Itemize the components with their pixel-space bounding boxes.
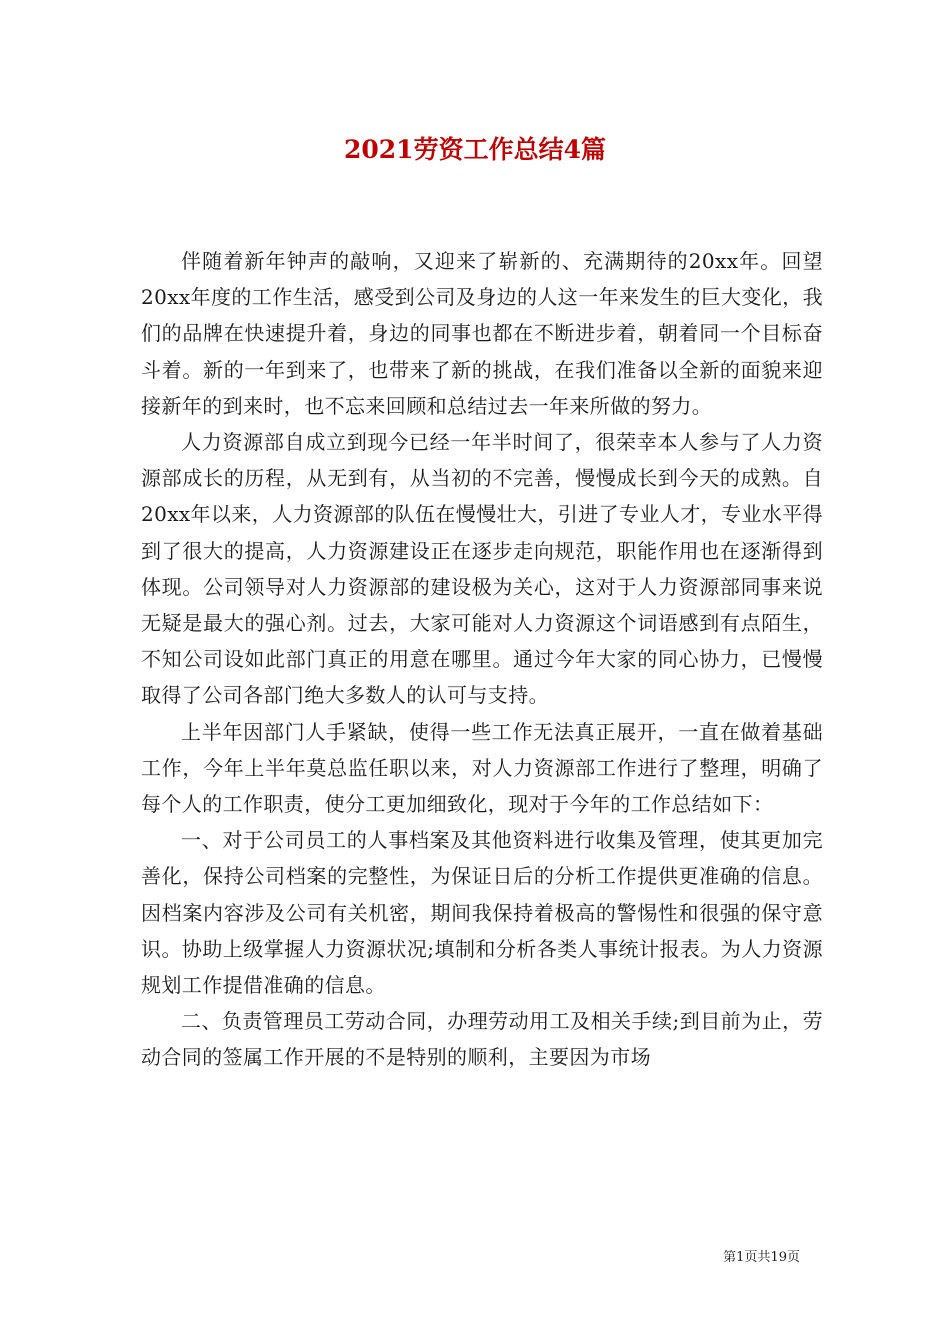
paragraph: 一、对于公司员工的人事档案及其他资料进行收集及管理，使其更加完善化，保持公司档案的完整性，为保证日后的分析工作提供更准确的信息。因档案内容涉及公司有关机密，期间我保持着极高的警惕性和很强的保守意识。协助上级掌握人力资源状况;填制和分析各类人事统计报表。为人力资源规划工作提借准确的信息。: [141, 828, 823, 998]
document-title: 2021劳资工作总结4篇: [344, 135, 606, 164]
page-number-footer: 第1页共19页: [723, 1250, 800, 1265]
paragraph: 上半年因部门人手紧缺，使得一些工作无法真正展开，一直在做着基础工作，今年上半年莫总监任职以来，对人力资源部工作进行了整理，明确了每个人的工作职责，使分工更加细致化，现对于今年的工作总结如下：: [141, 719, 823, 817]
paragraph: 人力资源部自成立到现今已经一年半时间了，很荣幸本人参与了人力资源部成长的历程，从无到有，从当初的不完善，慢慢成长到今天的成熟。自20xx年以来，人力资源部的队伍在慢慢壮大，引进了专业人才，专业水平得到了很大的提高，人力资源建设正在逐步走向规范，职能作用也在逐渐得到体现。公司领导对人力资源部的建设极为关心，这对于人力资源部同事来说无疑是最大的强心剂。过去，大家可能对人力资源这个词语感到有点陌生，不知公司设如此部门真正的用意在哪里。通过今年大家的同心协力，已慢慢取得了公司各部门绝大多数人的认可与支持。: [141, 430, 824, 708]
paragraph: 伴随着新年钟声的敲响，又迎来了崭新的、充满期待的20xx年。回望20xx年度的工作生活，感受到公司及身边的人这一年来发生的巨大变化，我们的品牌在快速提升着，身边的同事也都在不断进步着，朝着同一个目标奋斗着。新的一年到来了，也带来了新的挑战，在我们准备以全新的面貌来迎接新年的到来时，也不忘来回顾和总结过去一年来所做的努力。: [141, 249, 824, 418]
document-body: [141, 243, 823, 1076]
paragraph: 二、负责管理员工劳动合同，办理劳动用工及相关手续;到目前为止，劳动合同的签属工作开展的不是特别的顺利，主要因为市场: [141, 1009, 823, 1070]
